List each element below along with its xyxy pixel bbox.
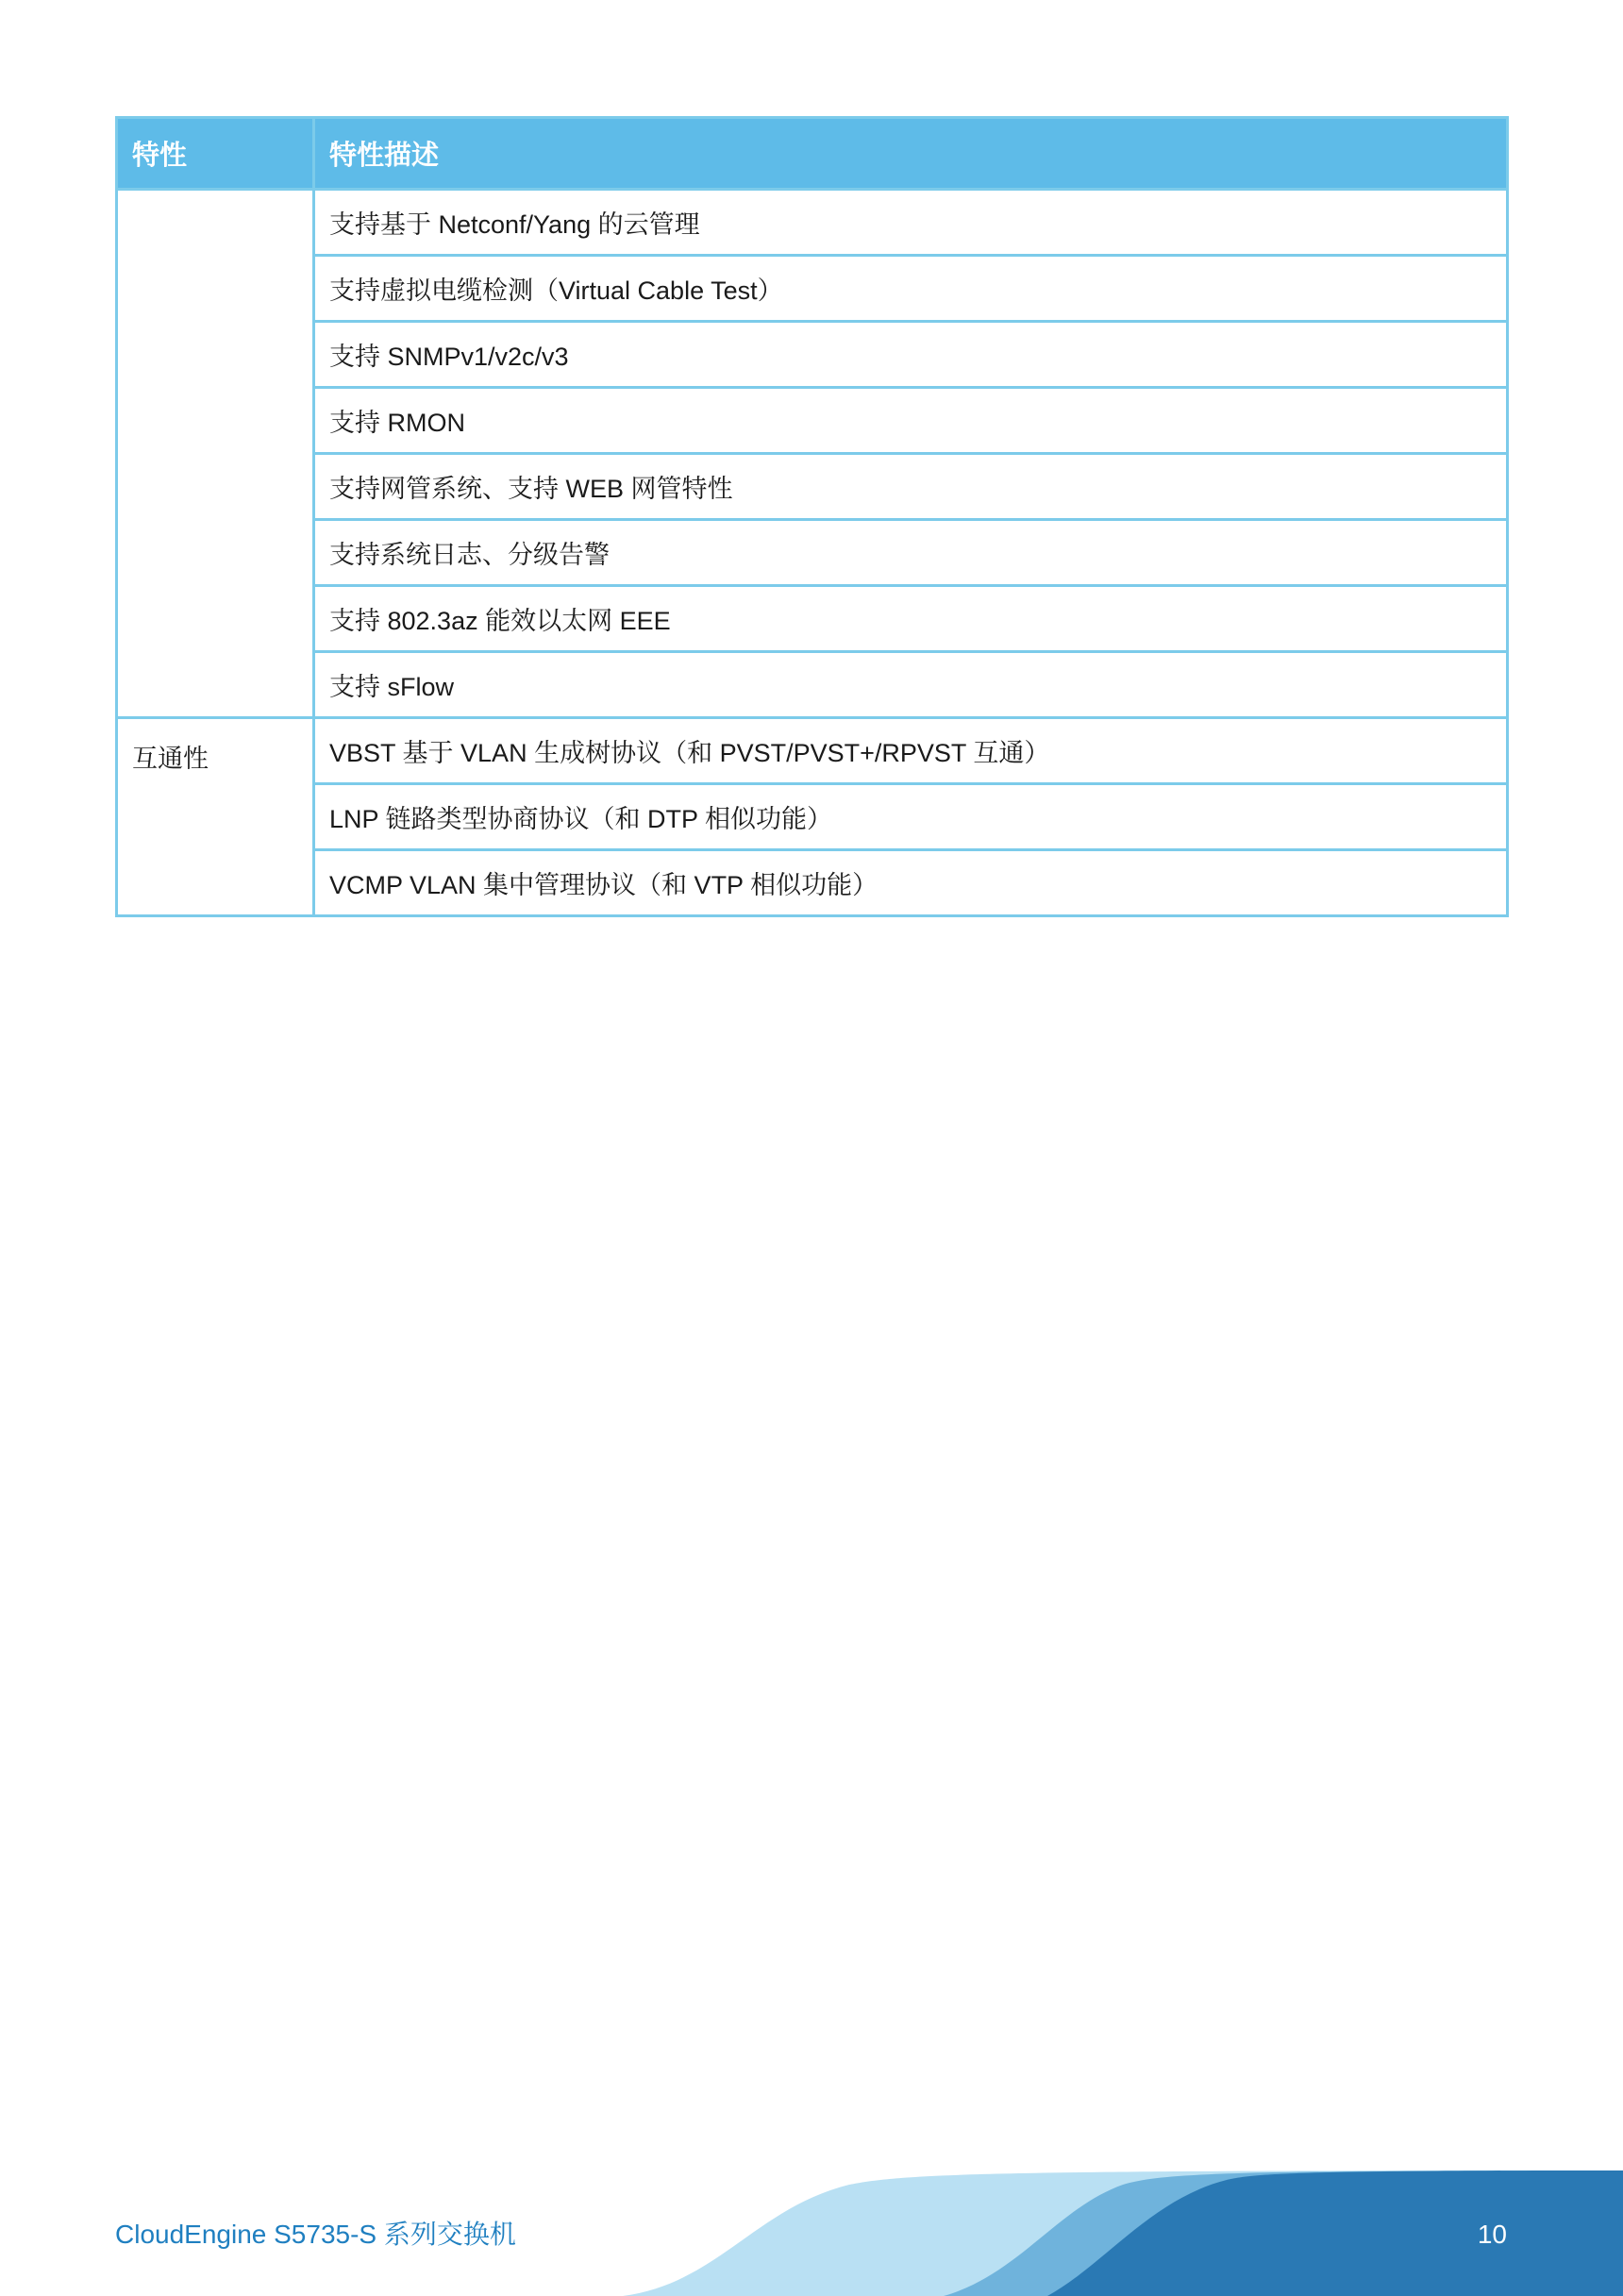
description-cell: VCMP VLAN 集中管理协议（和 VTP 相似功能） [314, 850, 1508, 916]
table-row [117, 388, 1508, 454]
description-cell: 支持 RMON [314, 388, 1508, 454]
feature-cell [117, 190, 314, 718]
table-row [117, 718, 1508, 784]
description-cell: 支持 802.3az 能效以太网 EEE [314, 586, 1508, 652]
description-cell: LNP 链路类型协商协议（和 DTP 相似功能） [314, 784, 1508, 850]
table-row [117, 652, 1508, 718]
table-row [117, 850, 1508, 916]
feature-cell-interoperability: 互通性 [117, 718, 314, 916]
table-row [117, 586, 1508, 652]
description-cell: 支持虚拟电缆检测（Virtual Cable Test） [314, 256, 1508, 322]
table-row [117, 454, 1508, 520]
table-header-row [117, 118, 1508, 190]
description-cell: 支持网管系统、支持 WEB 网管特性 [314, 454, 1508, 520]
description-cell: 支持 SNMPv1/v2c/v3 [314, 322, 1508, 388]
description-cell: 支持 sFlow [314, 652, 1508, 718]
table-row [117, 256, 1508, 322]
spec-table [115, 116, 1509, 917]
table-row [117, 784, 1508, 850]
table-row [117, 520, 1508, 586]
description-cell: VBST 基于 VLAN 生成树协议（和 PVST/PVST+/RPVST 互通） [314, 718, 1508, 784]
description-cell: 支持基于 Netconf/Yang 的云管理 [314, 190, 1508, 256]
footer-product-title: CloudEngine S5735-S 系列交换机 [115, 2220, 516, 2249]
table-row [117, 322, 1508, 388]
description-cell: 支持系统日志、分级告警 [314, 520, 1508, 586]
header-feature: 特性 [117, 118, 314, 190]
table-row [117, 190, 1508, 256]
header-description: 特性描述 [314, 118, 1508, 190]
page-number: 10 [1477, 2220, 1507, 2249]
